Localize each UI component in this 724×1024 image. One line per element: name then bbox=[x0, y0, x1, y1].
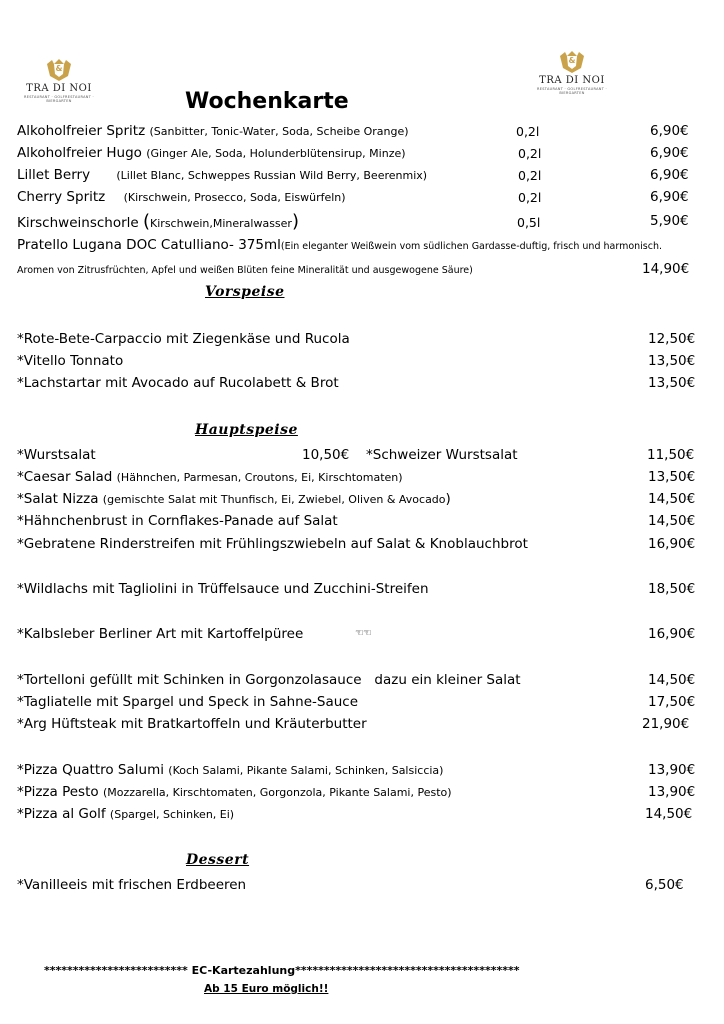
stars-left: ************************* bbox=[44, 964, 188, 977]
drink-volume: 0,5l bbox=[517, 215, 541, 230]
section-vorspeise: Vorspeise bbox=[205, 284, 285, 300]
wine-name: Pratello Lugana DOC Catulliano- 375ml bbox=[17, 237, 281, 253]
menu-item: *Gebratene Rinderstreifen mit Frühlingszwiebeln auf Salat & Knoblauchbrot bbox=[17, 536, 528, 552]
drink-price: 5,90€ bbox=[650, 213, 689, 229]
menu-item: *Lachstartar mit Avocado auf Rucolabett & Brot bbox=[17, 375, 339, 391]
menu-item bbox=[17, 469, 403, 485]
stars-right: *************************************** bbox=[295, 964, 520, 977]
menu-price: 16,90€ bbox=[648, 536, 696, 552]
section-hauptspeise: Hauptspeise bbox=[195, 422, 298, 438]
drink-desc: (Kirschwein, Prosecco, Soda, Eiswürfeln) bbox=[123, 191, 346, 204]
brand-name: TRA DI NOI bbox=[26, 83, 92, 94]
drink-row bbox=[17, 211, 299, 232]
crest-icon bbox=[46, 58, 72, 82]
item-desc: (Mozzarella, Kirschtomaten, Gorgonzola, Pikante Salami, Pesto) bbox=[102, 786, 452, 799]
payment-label: EC-Kartezahlung bbox=[187, 964, 296, 977]
menu-price: 17,50€ bbox=[648, 694, 696, 710]
drink-name: Kirschweinschorle bbox=[17, 215, 139, 231]
drink-name: Lillet Berry bbox=[17, 167, 91, 183]
drink-name: Alkoholfreier Spritz bbox=[17, 123, 146, 139]
menu-price: 21,90€ bbox=[642, 716, 690, 732]
menu-price: 14,50€ bbox=[648, 672, 696, 688]
menu-item: *Wildlachs mit Tagliolini in Trüffelsauce und Zucchini-Streifen bbox=[17, 581, 429, 597]
menu-price: 14,50€ bbox=[645, 806, 693, 822]
menu-item: *Kalbsleber Berliner Art mit Kartoffelpüree bbox=[17, 626, 304, 642]
menu-item: *Tortelloni gefüllt mit Schinken in Gorgonzolasauce dazu ein kleiner Salat bbox=[17, 672, 521, 688]
item-name: *Pizza Pesto bbox=[17, 784, 99, 800]
section-dessert: Dessert bbox=[186, 852, 250, 868]
drink-price: 6,90€ bbox=[650, 189, 689, 205]
drink-row bbox=[17, 189, 346, 205]
menu-item bbox=[17, 784, 452, 800]
crest-letter: & bbox=[568, 56, 576, 65]
drink-volume: 0,2l bbox=[516, 124, 540, 139]
crest-icon bbox=[559, 50, 585, 74]
menu-price: 11,50€ bbox=[647, 447, 695, 463]
drink-desc: (Sanbitter, Tonic-Water, Soda, Scheibe Orange) bbox=[149, 125, 409, 138]
drink-row bbox=[17, 145, 406, 161]
wine-row bbox=[17, 237, 662, 253]
brand-tagline: RESTAURANT · GOLFRESTAURANT · BIERGARTEN bbox=[24, 95, 94, 103]
menu-price: 14,50€ bbox=[648, 513, 696, 529]
drink-price: 6,90€ bbox=[650, 123, 689, 139]
drink-price: 6,90€ bbox=[650, 145, 689, 161]
menu-price: 18,50€ bbox=[648, 581, 696, 597]
item-name: *Pizza al Golf bbox=[17, 806, 106, 822]
item-desc: (Koch Salami, Pikante Salami, Schinken, Salsiccia) bbox=[168, 764, 444, 777]
drink-volume: 0,2l bbox=[518, 168, 542, 183]
menu-price: 13,90€ bbox=[648, 762, 696, 778]
drink-desc: (Lillet Blanc, Schweppes Russian Wild Berry, Beerenmix) bbox=[116, 169, 428, 182]
menu-item: *Rote-Bete-Carpaccio mit Ziegenkäse und Rucola bbox=[17, 331, 350, 347]
drink-desc: (Ginger Ale, Soda, Holunderblütensirup, Minze) bbox=[146, 147, 406, 160]
item-desc-close: ) bbox=[445, 491, 451, 507]
drink-row bbox=[17, 123, 409, 139]
menu-item: *Schweizer Wurstsalat bbox=[366, 447, 518, 463]
drink-name: Alkoholfreier Hugo bbox=[17, 145, 142, 161]
payment-minimum: Ab 15 Euro möglich!! bbox=[204, 983, 329, 995]
menu-price: 10,50€ bbox=[302, 447, 350, 463]
menu-item bbox=[17, 762, 443, 778]
menu-price: 14,50€ bbox=[648, 491, 696, 507]
wine-desc-cont: Aromen von Zitrusfrüchten, Apfel und weißen Blüten feine Mineralität und ausgewogene Säure) bbox=[17, 265, 473, 276]
crest-letter: & bbox=[55, 64, 63, 73]
drink-desc: Kirschwein,Mineralwasser bbox=[150, 217, 292, 230]
drink-name: Cherry Spritz bbox=[17, 189, 106, 205]
wine-desc: (Ein eleganter Weißwein vom südlichen Gardasse-duftig, frisch und harmonisch. bbox=[280, 241, 663, 252]
drink-price: 6,90€ bbox=[650, 167, 689, 183]
logo-left bbox=[14, 58, 104, 108]
wine-price: 14,90€ bbox=[642, 261, 690, 277]
menu-item: *Vitello Tonnato bbox=[17, 353, 124, 369]
menu-item: *Hähnchenbrust in Cornflakes-Panade auf Salat bbox=[17, 513, 338, 529]
page-title: Wochenkarte bbox=[185, 89, 349, 114]
payment-note bbox=[44, 964, 519, 977]
menu-item: *Vanilleeis mit frischen Erdbeeren bbox=[17, 877, 247, 893]
brand-name: TRA DI NOI bbox=[539, 75, 605, 86]
item-desc: (Spargel, Schinken, Ei) bbox=[109, 808, 235, 821]
menu-item bbox=[17, 806, 234, 822]
item-desc: (gemischte Salat mit Thunfisch, Ei, Zwiebel, Oliven & Avocado bbox=[102, 493, 446, 506]
menu-item bbox=[17, 491, 451, 507]
menu-item: *Arg Hüftsteak mit Bratkartoffeln und Kräuterbutter bbox=[17, 716, 367, 732]
item-name: *Caesar Salad bbox=[17, 469, 113, 485]
menu-price: 16,90€ bbox=[648, 626, 696, 642]
menu-price: 13,50€ bbox=[648, 469, 696, 485]
item-name: *Pizza Quattro Salumi bbox=[17, 762, 164, 778]
brand-tagline: RESTAURANT · GOLFRESTAURANT · BIERGARTEN bbox=[537, 87, 607, 95]
menu-item: *Wurstsalat bbox=[17, 447, 96, 463]
menu-price: 12,50€ bbox=[648, 331, 696, 347]
menu-price: 13,90€ bbox=[648, 784, 696, 800]
logo-right bbox=[527, 50, 617, 100]
pointing-hand-icon: ☜☜ bbox=[355, 628, 371, 639]
menu-price: 13,50€ bbox=[648, 353, 696, 369]
drink-volume: 0,2l bbox=[518, 146, 542, 161]
menu-price: 6,50€ bbox=[645, 877, 684, 893]
drink-volume: 0,2l bbox=[518, 190, 542, 205]
menu-item: *Tagliatelle mit Spargel und Speck in Sahne-Sauce bbox=[17, 694, 359, 710]
paren-open: ( bbox=[143, 211, 151, 232]
item-name: *Salat Nizza bbox=[17, 491, 99, 507]
menu-price: 13,50€ bbox=[648, 375, 696, 391]
drink-row bbox=[17, 167, 427, 183]
item-desc: (Hähnchen, Parmesan, Croutons, Ei, Kirschtomaten) bbox=[116, 471, 403, 484]
paren-close: ) bbox=[291, 211, 299, 232]
